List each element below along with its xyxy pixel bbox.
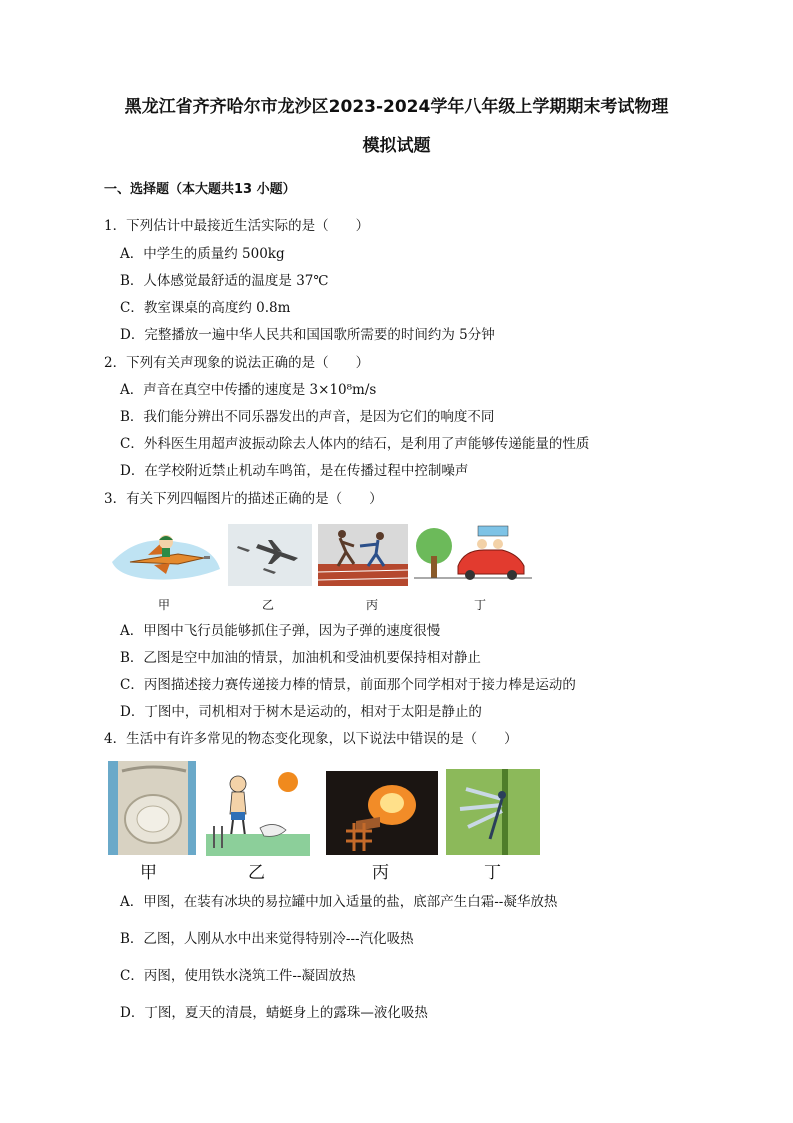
relay-race-illustration <box>318 524 408 586</box>
q4-option-d: D．丁图，夏天的清晨，蜻蜓身上的露珠—液化吸热 <box>120 1005 428 1021</box>
q1-option-c: C．教室课桌的高度约 0.8m <box>120 300 291 316</box>
section-heading: 一、选择题（本大题共13 小题） <box>104 182 296 197</box>
q1-option-d: D．完整播放一遍中华人民共和国国歌所需要的时间约为 5分钟 <box>120 327 495 343</box>
q2-option-b: B．我们能分辨出不同乐器发出的声音，是因为它们的响度不同 <box>120 409 495 425</box>
q3-caption-ding: 丁 <box>474 598 487 612</box>
q3-image-bing <box>318 524 408 586</box>
q3-option-a: A．甲图中飞行员能够抓住子弹，因为子弹的速度很慢 <box>120 623 441 639</box>
q4-caption-yi: 乙 <box>248 863 265 883</box>
q3-image-jia <box>108 524 222 586</box>
pilot-catching-bullet-illustration <box>108 524 222 586</box>
dragonfly-dew-photo <box>446 769 540 855</box>
q2-option-c: C．外科医生用超声波振动除去人体内的结石，是利用了声能够传递能量的性质 <box>120 436 590 452</box>
q3-caption-bing: 丙 <box>366 598 379 612</box>
car-and-tree-illustration <box>414 520 532 586</box>
q1-option-b: B．人体感觉最舒适的温度是 37℃ <box>120 273 329 289</box>
page-subtitle: 模拟试题 <box>362 136 431 156</box>
q4-option-b: B．乙图，人刚从水中出来觉得特别冷---汽化吸热 <box>120 931 414 947</box>
q2-option-a: A．声音在真空中传播的速度是 3×10⁸m/s <box>120 382 377 398</box>
q4-image-bing <box>326 771 438 855</box>
q2-option-d: D．在学校附近禁止机动车鸣笛，是在传播过程中控制噪声 <box>120 463 469 479</box>
q3-caption-jia: 甲 <box>158 598 171 612</box>
molten-iron-casting-photo <box>326 771 438 855</box>
page-title: 黑龙江省齐齐哈尔市龙沙区2023-2024学年八年级上学期期末考试物理 <box>124 97 669 117</box>
q3-option-b: B．乙图是空中加油的情景，加油机和受油机要保持相对静止 <box>120 650 481 666</box>
q3-caption-yi: 乙 <box>262 598 275 612</box>
q4-image-jia <box>108 761 196 855</box>
q1-option-a: A．中学生的质量约 500kg <box>120 246 285 262</box>
question-2-stem: 2．下列有关声现象的说法正确的是（ ） <box>104 355 370 371</box>
q4-caption-bing: 丙 <box>372 863 389 883</box>
question-1-stem: 1．下列估计中最接近生活实际的是（ ） <box>104 218 370 234</box>
q4-option-c: C．丙图，使用铁水浇筑工件--凝固放热 <box>120 968 356 984</box>
q4-caption-jia: 甲 <box>140 863 157 883</box>
q4-option-a: A．甲图，在装有冰块的易拉罐中加入适量的盐，底部产生白霜--凝华放热 <box>120 894 558 910</box>
q4-caption-ding: 丁 <box>484 863 501 883</box>
q4-image-ding <box>446 769 540 855</box>
q3-image-yi <box>228 524 312 586</box>
swimmer-shivering-illustration <box>206 768 310 856</box>
q4-image-yi <box>206 768 310 856</box>
question-3-stem: 3．有关下列四幅图片的描述正确的是（ ） <box>104 491 383 507</box>
q3-image-ding <box>414 520 532 586</box>
aerial-refueling-illustration <box>228 524 312 586</box>
question-4-stem: 4．生活中有许多常见的物态变化现象，以下说法中错误的是（ ） <box>104 731 518 747</box>
frosted-can-photo <box>108 761 196 855</box>
q3-option-c: C．丙图描述接力赛传递接力棒的情景，前面那个同学相对于接力棒是运动的 <box>120 677 576 693</box>
q3-option-d: D．丁图中，司机相对于树木是运动的，相对于太阳是静止的 <box>120 704 482 720</box>
